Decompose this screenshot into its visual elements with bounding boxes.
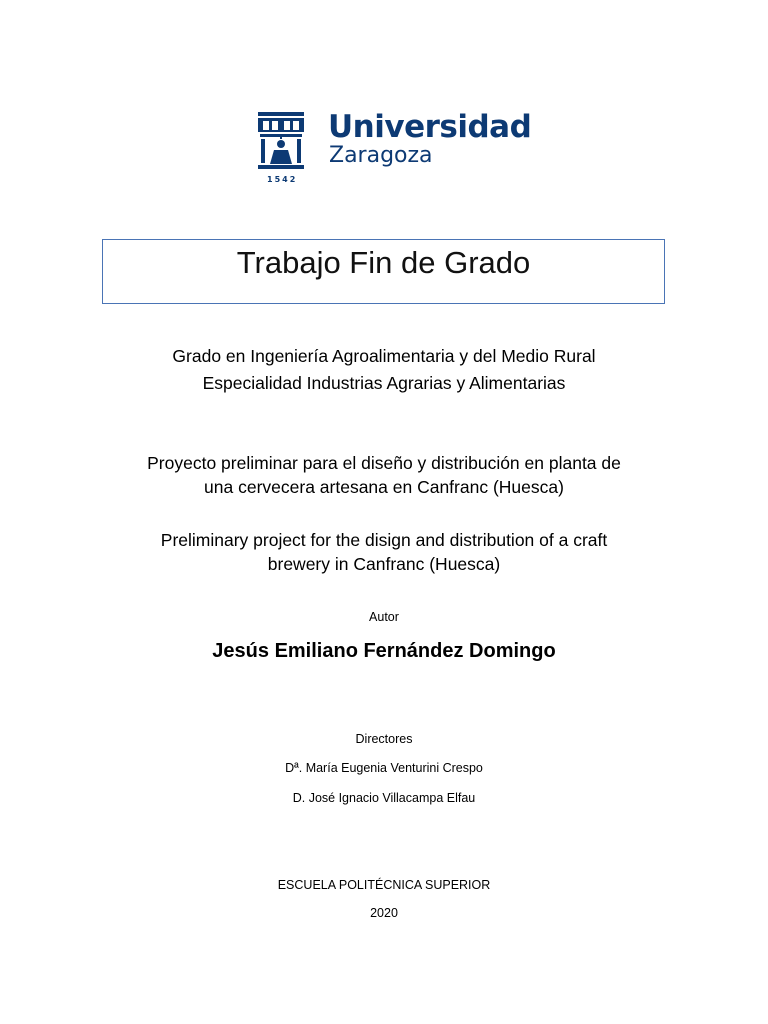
project-title-es-line-1: Proyecto preliminar para el diseño y distribución en planta de — [147, 453, 621, 473]
title-box — [102, 239, 665, 304]
university-logo — [256, 108, 532, 188]
author-label: Autor — [369, 610, 399, 624]
logo-wordmark-universidad: Universidad — [328, 109, 532, 145]
year: 2020 — [370, 906, 398, 920]
school-name: ESCUELA POLITÉCNICA SUPERIOR — [277, 878, 491, 892]
project-title-en-line-2: brewery in Canfranc (Huesca) — [267, 554, 501, 574]
logo-year: 1542 — [267, 175, 298, 184]
degree-line-1: Grado en Ingeniería Agroalimentaria y del Medio Rural — [172, 346, 596, 366]
directors-label: Directores — [355, 732, 413, 746]
director-name-1: Dª. María Eugenia Venturini Crespo — [285, 761, 483, 775]
director-name-2: D. José Ignacio Villacampa Elfau — [292, 791, 476, 805]
degree-line-2: Especialidad Industrias Agrarias y Alimentarias — [202, 373, 566, 393]
project-title-es-line-2: una cervecera artesana en Canfranc (Huesca) — [204, 477, 564, 497]
document-title: Trabajo Fin de Grado — [236, 245, 531, 280]
logo-wordmark-zaragoza: Zaragoza — [329, 143, 433, 168]
author-name: Jesús Emiliano Fernández Domingo — [212, 640, 556, 662]
project-title-en-line-1: Preliminary project for the disign and distribution of a craft — [160, 530, 608, 550]
